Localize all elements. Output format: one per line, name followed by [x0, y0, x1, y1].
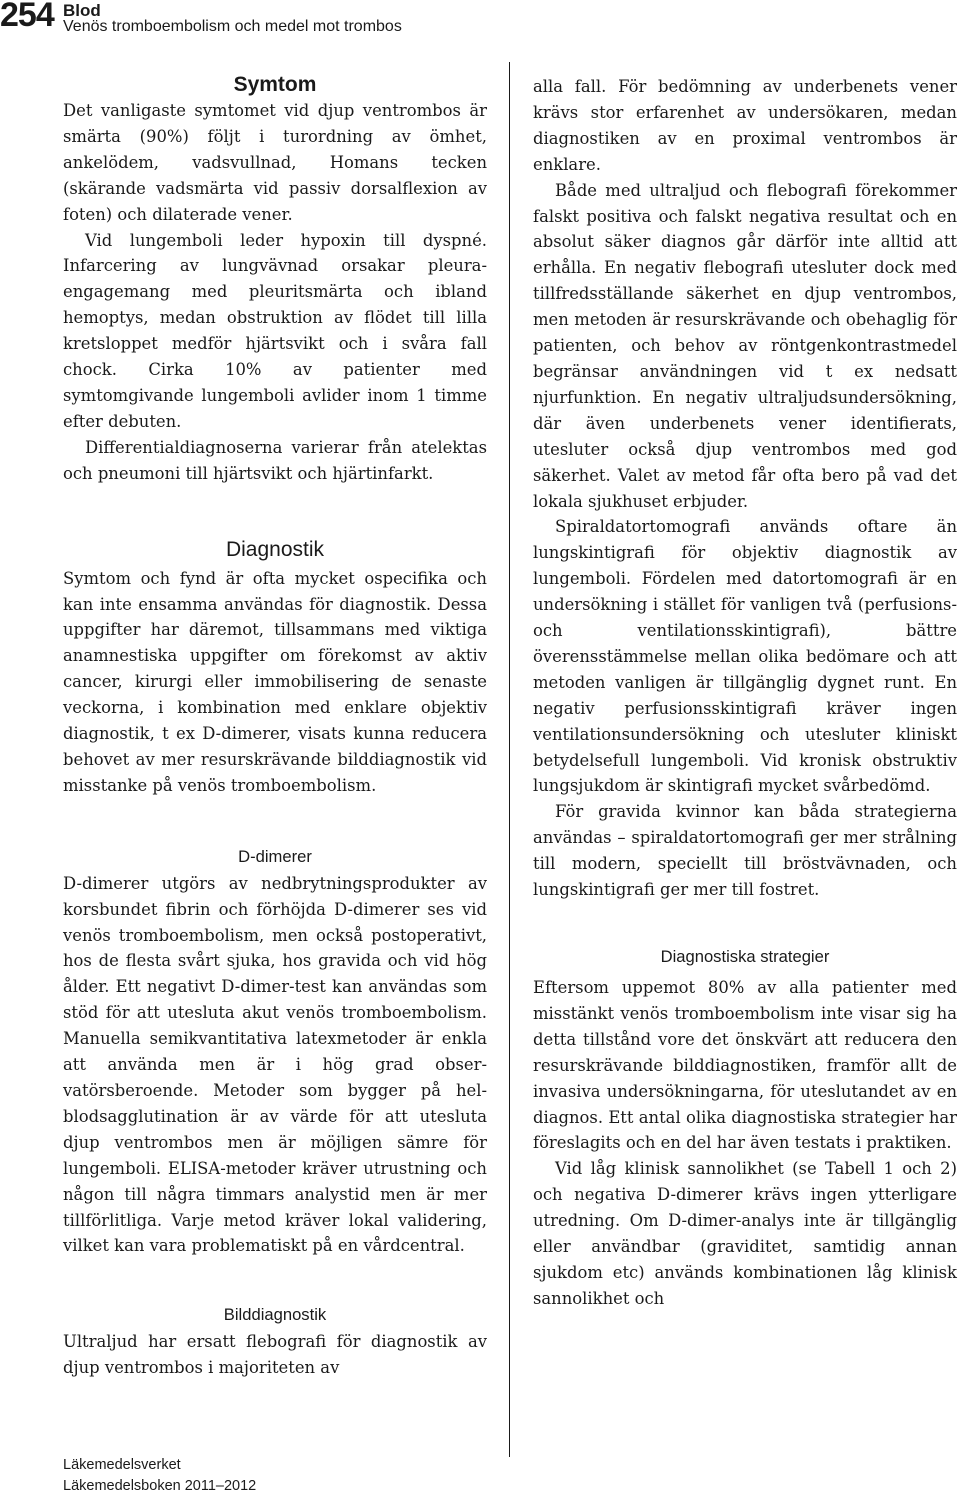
paragraph-right-3: Spiraldatortomografi används oftare än lungskintigrafi för objektiv diagnostik av lungemboli. Fördelen med datortomografi är en undersökning i stället för vanligen två (perfusions- och ventilationsskintigrafi), bättre överensstämmelse mellan olika bedömare och att metoden vanligen är tillgänglig dygnet runt. En negativ perfusionsskintigrafi kräver ingen ventilationsundersökning och utesluter kliniskt betydelsefull lungemboli. Vid kronisk obstruktiv lungsjukdom är skintigrafi mycket svårbedömd.	[533, 517, 957, 796]
page-footer	[63, 1455, 256, 1497]
paragraph-symtom-3: Differentialdiagnoserna varierar från atelektas och pneumoni till hjärtsvikt och hjärtinfarkt.	[63, 437, 487, 483]
paragraph-diagnostik-1: Symtom och fynd är ofta mycket ospecifika och kan inte ensamma användas för diagnostik. Dessa uppgifter har däremot, tillsammans med viktiga anamnestiska uppgifter om förekomst av aktiv cancer, kirurgi eller immobilisering de senaste veckorna, i kombination med enklare objektiv diagnostik, t ex D-dimerer, visats kunna reducera behovet av mer resurskrävande bilddiagnostik vid misstanke på venös tromboembolism.	[63, 568, 487, 795]
paragraph-bilddiagnostik-1: Ultraljud har ersatt flebografi för diagnostik av djup ventrombos i majoriteten av	[63, 1332, 487, 1378]
footer-book: Läkemedelsboken 2011–2012	[63, 1478, 257, 1494]
paragraph-right-2: Både med ultraljud och flebografi förekommer falskt positiva och falskt negativa resultat och en absolut säker diagnos går därför inte alltid att erhålla. En negativ flebografi utesluter dock med tillfredsställande säkerhet en djup ventrombos, men metoden är resurskrävande och obehaglig för patienten, och behov av röntgenkontrastmedel begränsar användningen vid t ex nedsatt njurfunktion. En negativ ultraljudsundersökning, där även underbenets vener identifierats, utesluter också djup ventrombos med god säkerhet. Valet av metod får ofta bero på vad det lokala sjukhuset erbjuder.	[533, 180, 957, 511]
heading-bilddiagnostik: Bilddiagnostik	[223, 1305, 327, 1325]
column-divider	[509, 62, 510, 1457]
heading-diagnostiska-strategier: Diagnostiska strategier	[660, 947, 830, 966]
left-column	[63, 72, 487, 1381]
heading-symtom: Symtom	[233, 73, 317, 96]
paragraph-symtom-1: Det vanligaste symtomet vid djup ventrombos är smärta (90%) följt i turordning av ömhet, ankelödem, vadsvullnad, Homans tecken (skärande vadsmärta vid passiv dorsalflexion av foten) och dilaterade vener.	[63, 101, 487, 224]
paragraph-right-4: För gravida kvinnor kan båda strategierna användas – spiraldatortomografi ger mer strålning till modern, speciellt till bröstvävnaden, och lungskintigrafi ger mer till fostret.	[533, 802, 957, 900]
heading-d-dimerer: D-dimerer	[238, 846, 312, 866]
paragraph-strategier-2: Vid låg klinisk sannolikhet (se Tabell 1 och 2) och negativa D-dimerer krävs ingen ytterligare utredning. Om D-dimer-analys inte är tillgänglig eller användbar (graviditet, samtidig annan sjukdom etc) används kombinationen låg klinisk sannolikhet och	[533, 1159, 957, 1308]
page-header	[0, 0, 960, 48]
paragraph-strategier-1: Eftersom uppemot 80% av alla patienter med misstänkt venös tromboembolism inte visar sig ha detta tillstånd vore det önskvärt att reducera den resurskrävande bilddiagnostiken, framför allt de invasiva undersökningarna, för uteslutandet av en diagnos. Ett antal olika diagnostiska strategier har föreslagits och en del har även testats i praktiken.	[533, 978, 957, 1153]
heading-diagnostik: Diagnostik	[225, 537, 325, 561]
page-number: 254	[0, 0, 54, 34]
paragraph-d-dimerer-1: D-dimerer utgörs av nedbrytningsprodukter av korsbundet fibrin och förhöjda D-dimerer ses vid venös tromboembolism, men också postoperativt, hos de flesta svårt sjuka, hos gravida och vid hög ålder. Ett negativt D-dimer-test kan användas som stöd för att utesluta akut venös tromboembolism. Manuella semikvantitativa latexmetoder är enkla att använda men är i hög grad observatörsberoende. Metoder som bygger på helblodsagglutination är av värde för att utesluta djup ventrombos men är möjligen sämre för lungemboli. ELISA-metoder kräver utrustning och någon till några timmars analystid men är mer tillförlitliga. Varje metod kräver lokal validering, vilket kan vara problematiskt på en vårdcentral.	[63, 873, 487, 1256]
right-column	[533, 74, 957, 1312]
paragraph-right-1: alla fall. För bedömning av underbenets vener krävs stor erfarenhet av undersökaren, medan diagnostiken av en proximal ventrombos är enklare.	[533, 77, 957, 174]
chapter-title: Venös tromboembolism och medel mot trombos	[63, 18, 402, 35]
paragraph-symtom-2: Vid lungemboli leder hypoxin till dyspné. Infarcering av lungvävnad orsakar pleuraengagemang med pleuritsmärta och ibland hemoptys, medan obstruktion av flödet till lilla kretsloppet medför hjärtsvikt och i svåra fall chock. Cirka 10% av patienter med symtomgivande lungemboli avlider inom 1 timme efter debuten.	[63, 230, 487, 431]
section-name: Blod	[63, 1, 101, 20]
footer-publisher: Läkemedelsverket	[63, 1457, 181, 1473]
